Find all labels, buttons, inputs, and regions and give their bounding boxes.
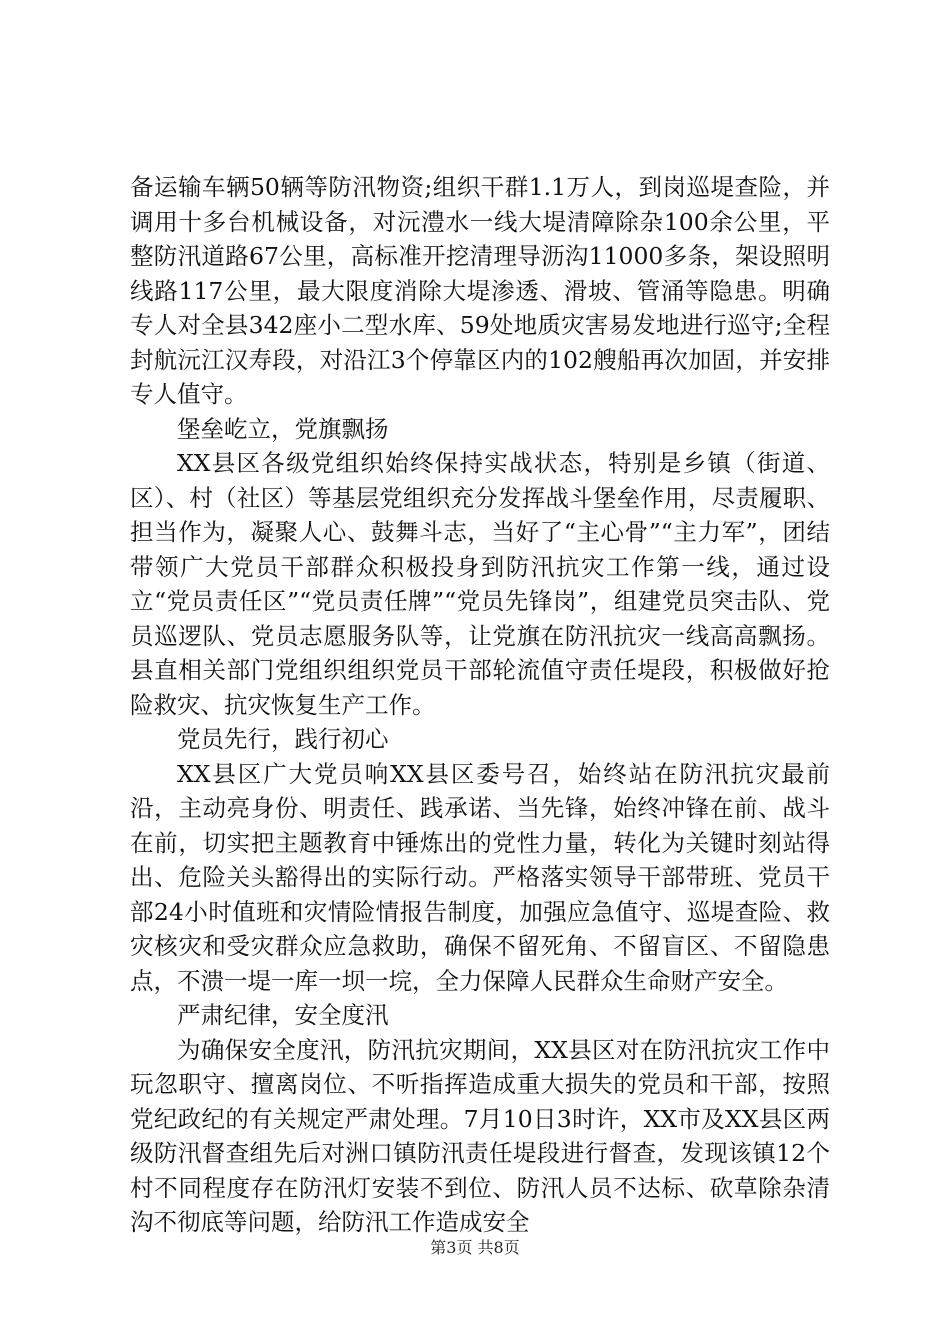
page-number-footer: 第3页 共8页 [430, 1238, 520, 1257]
section-heading-fortress: 堡垒屹立，党旗飘扬 [177, 414, 389, 443]
document-body [130, 170, 830, 1240]
paragraph-discipline: 为确保安全度汛，防汛抗灾期间，XX县区对在防汛抗灾工作中玩忽职守、擅离岗位、不听指挥造成重大损失的党员和干部，按照党纪政纪的有关规定严肃处理。7月10日3时许，XX市及XX县区两级防汛督查组先后对洲口镇防汛责任堤段进行督查，发现该镇12个村不同程度存在防汛灯安装不到位、防汛人员不达标、砍草除杂清沟不彻底等问题，给防汛工作造成安全 [130, 1035, 830, 1236]
section-heading-discipline: 严肃纪律，安全度汛 [177, 1001, 389, 1029]
paragraph-party-members: XX县区广大党员响XX县区委号召，始终站在防汛抗灾最前沿，主动亮身份、明责任、践承诺、当先锋，始终冲锋在前、战斗在前，切实把主题教育中锤炼出的党性力量，转化为关键时刻站得出、危险关头豁得出的实际行动。严格落实领导干部带班、党员干部24小时值班和灾情险情报告制度，加强应急值守、巡堤查险、救灾核灾和受灾群众应急救助，确保不留死角、不留盲区、不留隐患点，不溃一堤一库一坝一垸，全力保障人民群众生命财产安全。 [130, 759, 830, 995]
section-heading-members-first: 党员先行，践行初心 [177, 725, 389, 753]
paragraph-party-organizations: XX县区各级党组织始终保持实战状态，特别是乡镇（街道、区）、村（社区）等基层党组织充分发挥战斗堡垒作用，尽责履职、担当作为，凝聚人心、鼓舞斗志，当好了“主心骨”“主力军”，团结带领广大党员干部群众积极投身到防汛抗灾工作第一线，通过设立“党员责任区”“党员责任牌”“党员先锋岗”，组建党员突击队、党员巡逻队、党员志愿服务队等，让党旗在防汛抗灾一线高高飘扬。县直相关部门党组织组织党员干部轮流值守责任堤段，积极做好抢险救灾、抗灾恢复生产工作。 [130, 449, 830, 719]
paragraph-flood-materials: 备运输车辆50辆等防汛物资;组织干群1.1万人，到岗巡堤查险，并调用十多台机械设备，对沅澧水一线大堤清障除杂100余公里，平整防汛道路67公里，高标准开挖清理导沥沟11000多条，架设照明线路117公里，最大限度消除大堤渗透、滑坡、管涌等隐患。明确专人对全县342座小二型水库、59处地质灾害易发地进行巡守;全程封航沅江汉寿段，对沿江3个停靠区内的102艘船再次加固，并安排专人值守。 [130, 173, 830, 408]
